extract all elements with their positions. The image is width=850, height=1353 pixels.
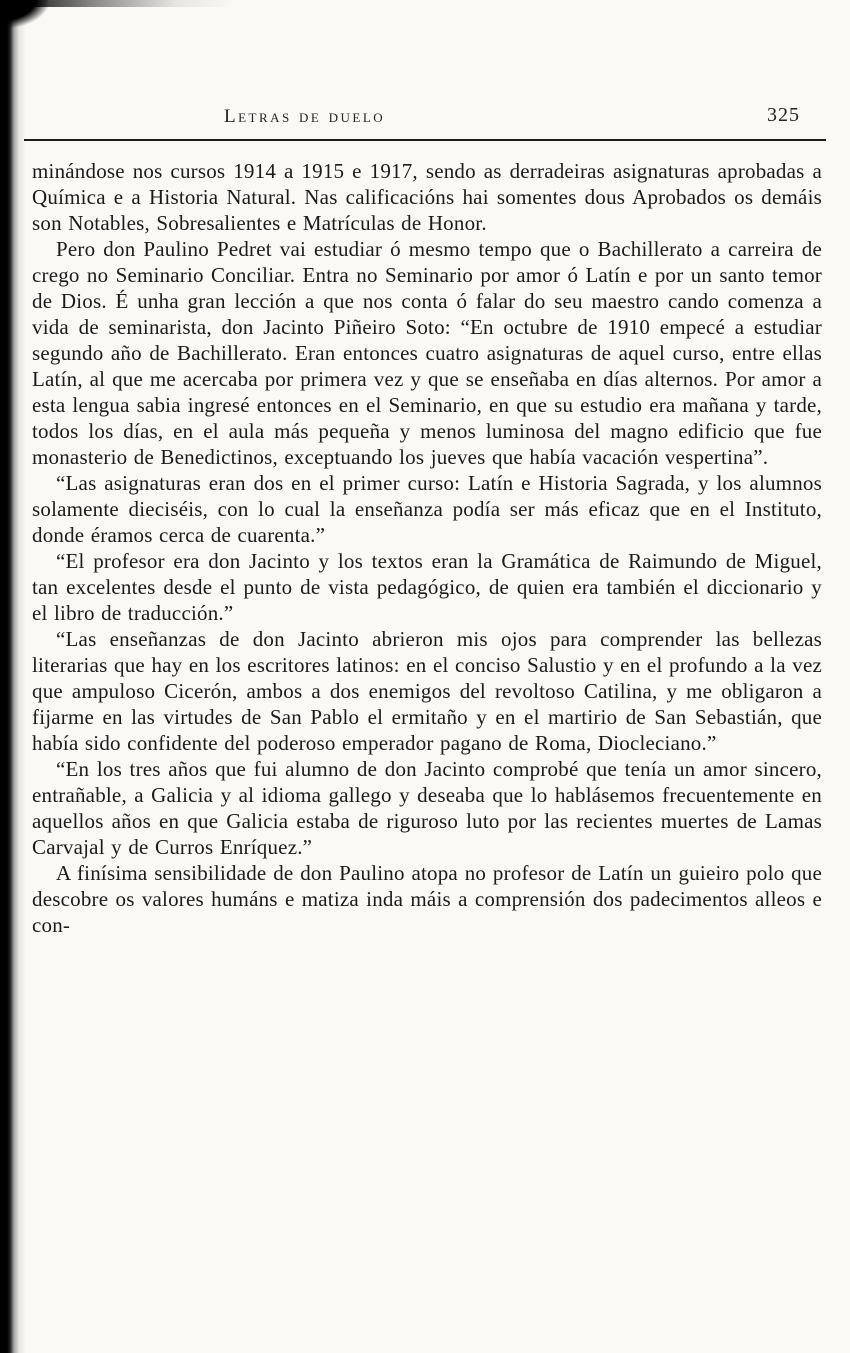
paragraph: “Las enseñanzas de don Jacinto abrieron mis ojos para comprender las bellezas literarias que hay en los escritores latinos: en el conciso Salustio y en el profundo a la vez que ampuloso Cicerón, ambos a dos enemigos del revoltoso Catilina, y me obligaron a fijarme en las virtudes de San Pablo el ermitaño y en el martirio de San Sebastián, que había sido confidente del poderoso emperador pagano de Roma, Diocleciano.” xyxy=(32,627,822,755)
header-rule xyxy=(24,139,826,141)
scan-corner-artifact xyxy=(0,0,48,28)
page-number: 325 xyxy=(767,104,800,126)
running-header-title: Letras de duelo xyxy=(224,106,386,127)
paragraph: A finísima sensibilidade de don Paulino atopa no profesor de Latín un guieiro polo que descobre os valores humáns e matiza inda máis a comprensión dos padecimentos alleos e con- xyxy=(32,861,822,937)
paragraph: “En los tres años que fui alumno de don Jacinto comprobé que tenía un amor sincero, entrañable, a Galicia y al idioma gallego y deseaba que lo hablásemos frecuentemente en aquellos años en que Galicia estaba de riguroso luto por las recientes muertes de Lamas Carvajal y de Curros Enríquez.” xyxy=(32,757,822,859)
paragraph: Pero don Paulino Pedret vai estudiar ó mesmo tempo que o Bachillerato a carreira de crego no Seminario Conciliar. Entra no Seminario por amor ó Latín e por un santo temor de Dios. É unha gran lección a que nos conta ó falar do seu maestro cando comenza a vida de seminarista, don Jacinto Piñeiro Soto: “En octubre de 1910 empecé a estudiar segundo año de Bachillerato. Eran entonces cuatro asignaturas de aquel curso, entre ellas Latín, al que me acercaba por primera vez y que se enseñaba en días alternos. Por amor a esta lengua sabia ingresé entonces en el Seminario, en que su estudio era mañana y tarde, todos los días, en el aula más pequeña y menos luminosa del magno edificio que fue monasterio de Benedictinos, exceptuando los jueves que había vacación vespertina”. xyxy=(32,237,822,469)
paragraph: “Las asignaturas eran dos en el primer curso: Latín e Historia Sagrada, y los alumnos solamente dieciséis, con lo cual la enseñanza podía ser más eficaz que en el Instituto, donde éramos cerca de cuarenta.” xyxy=(32,471,822,547)
paragraph: “El profesor era don Jacinto y los textos eran la Gramática de Raimundo de Miguel, tan excelentes desde el punto de vista pedagógico, de quien era también el diccionario y el libro de traducción.” xyxy=(32,549,822,625)
book-gutter-shadow xyxy=(0,0,26,1353)
page-body-text xyxy=(32,158,822,938)
paragraph: minándose nos cursos 1914 a 1915 e 1917, sendo as derradeiras asignaturas aprobadas a Química e a Historia Natural. Nas calificacións hai somentes dous Aprobados os demáis son Notables, Sobresalientes e Matrículas de Honor. xyxy=(32,159,822,235)
